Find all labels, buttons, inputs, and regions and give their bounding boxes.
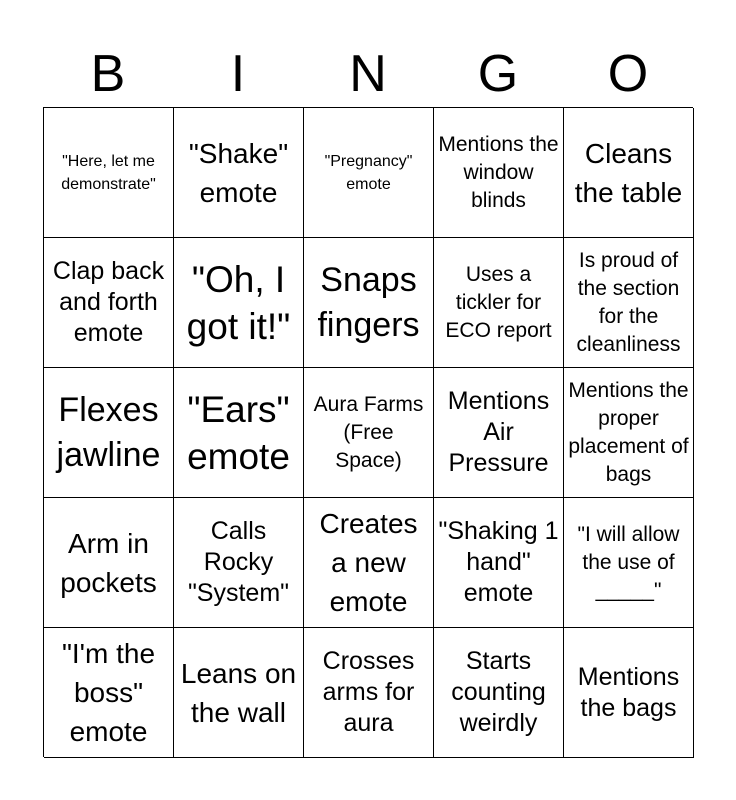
- bingo-cell-free-space[interactable]: Aura Farms (Free Space): [304, 368, 434, 498]
- header-letter-i: I: [230, 45, 246, 103]
- bingo-cell[interactable]: Mentions Air Pressure: [434, 368, 564, 498]
- bingo-cell[interactable]: Calls Rocky "System": [174, 498, 304, 628]
- bingo-cell[interactable]: Is proud of the section for the cleanliness: [564, 238, 694, 368]
- bingo-cell[interactable]: Mentions the proper placement of bags: [564, 368, 694, 498]
- bingo-cell[interactable]: Snaps fingers: [304, 238, 434, 368]
- bingo-cell[interactable]: Cleans the table: [564, 108, 694, 238]
- bingo-cell[interactable]: Starts counting weirdly: [434, 628, 564, 758]
- bingo-cell[interactable]: "Here, let me demonstrate": [44, 108, 174, 238]
- bingo-cell[interactable]: "I will allow the use of _____": [564, 498, 694, 628]
- header-letter-n: N: [349, 45, 387, 103]
- header-letter-g: G: [477, 45, 519, 103]
- bingo-cell[interactable]: "Shake" emote: [174, 108, 304, 238]
- bingo-cell[interactable]: Creates a new emote: [304, 498, 434, 628]
- bingo-cell[interactable]: Mentions the bags: [564, 628, 694, 758]
- bingo-cell[interactable]: Uses a tickler for ECO report: [434, 238, 564, 368]
- bingo-cell[interactable]: "Ears" emote: [174, 368, 304, 498]
- bingo-cell[interactable]: Arm in pockets: [44, 498, 174, 628]
- bingo-cell[interactable]: Clap back and forth emote: [44, 238, 174, 368]
- bingo-cell[interactable]: Crosses arms for aura: [304, 628, 434, 758]
- bingo-cell[interactable]: "I'm the boss" emote: [44, 628, 174, 758]
- bingo-grid: [43, 107, 693, 757]
- header-letter-b: B: [90, 45, 126, 103]
- bingo-cell[interactable]: "Oh, I got it!": [174, 238, 304, 368]
- header-letter-o: O: [607, 45, 649, 103]
- bingo-cell[interactable]: "Pregnancy" emote: [304, 108, 434, 238]
- bingo-cell[interactable]: Mentions the window blinds: [434, 108, 564, 238]
- bingo-cell[interactable]: Flexes jawline: [44, 368, 174, 498]
- bingo-cell[interactable]: "Shaking 1 hand" emote: [434, 498, 564, 628]
- bingo-cell[interactable]: Leans on the wall: [174, 628, 304, 758]
- bingo-header: [43, 42, 693, 106]
